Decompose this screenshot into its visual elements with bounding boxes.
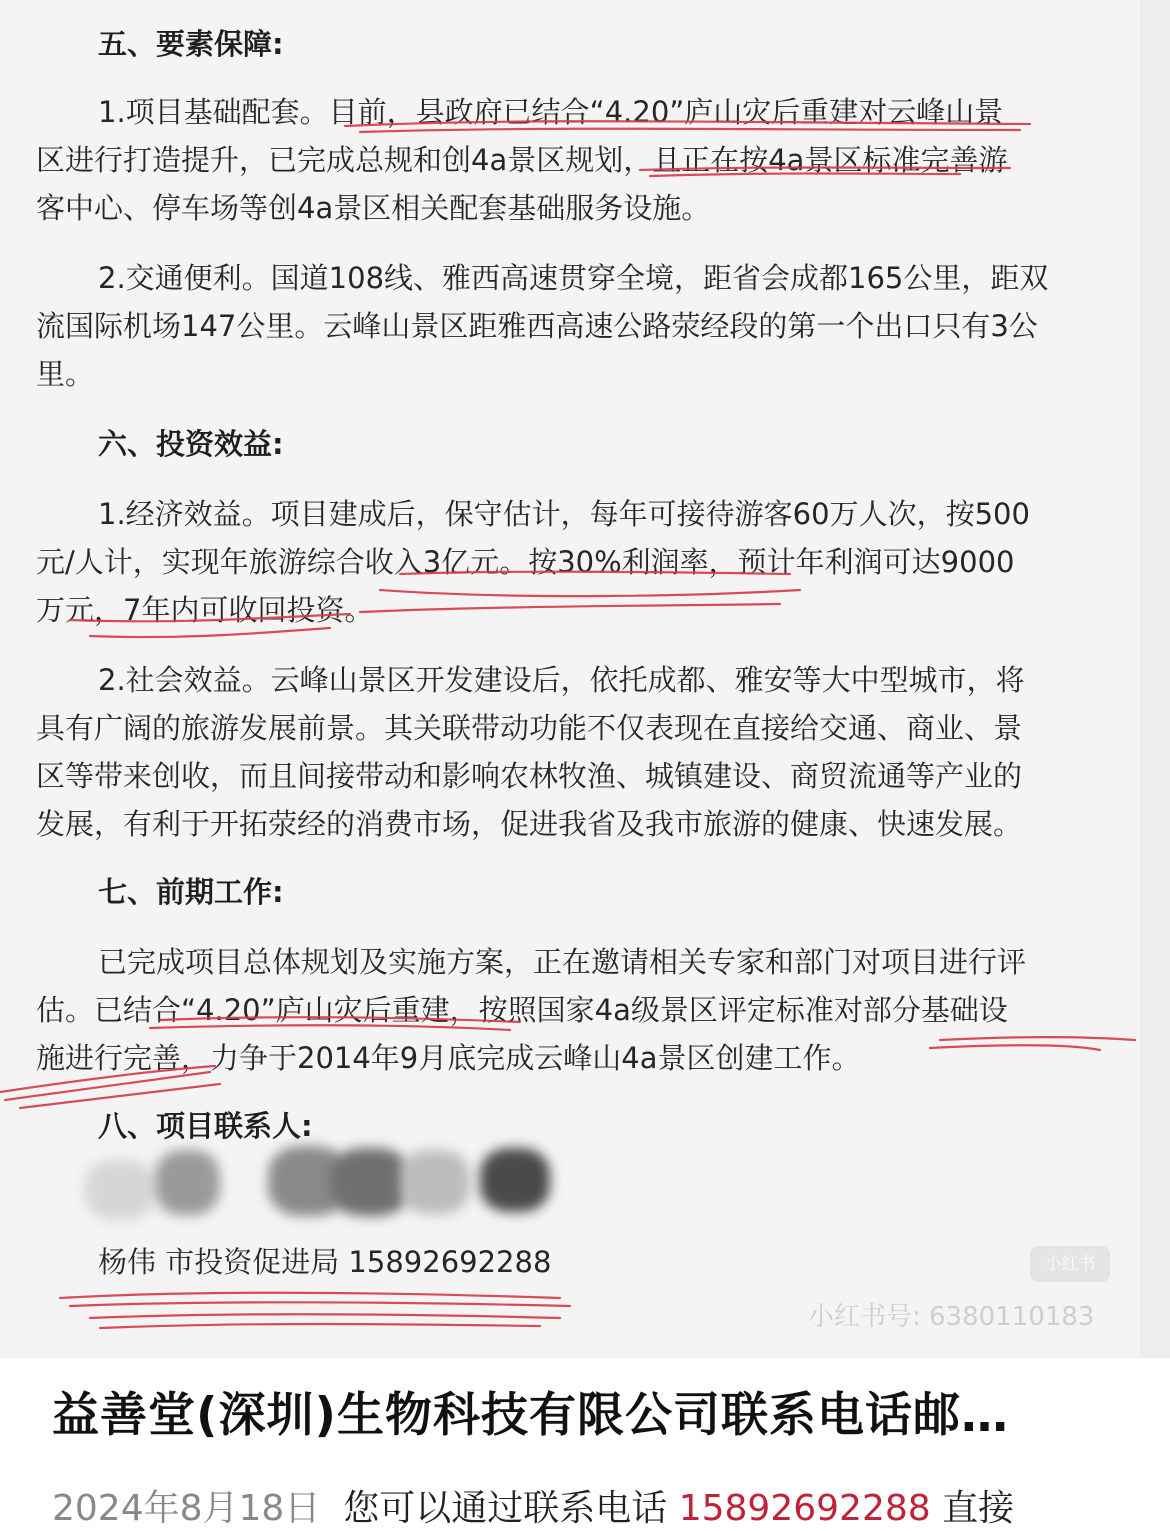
underline-stroke — [360, 604, 780, 612]
doc-line: 已完成项目总体规划及实施方案，正在邀请相关专家和部门对项目进行评 — [98, 945, 1027, 979]
underline-stroke — [60, 1293, 560, 1298]
doc-line: 客中心、停车场等创4a景区相关配套基础服务设施。 — [36, 191, 711, 225]
result-snippet — [52, 1480, 1014, 1531]
doc-line: 1.经济效益。项目建成后，保守估计，每年可接待游客60万人次，按500 — [98, 497, 1030, 531]
doc-line: 发展，有利于开拓荥经的消费市场，促进我省及我市旅游的健康、快速发展。 — [36, 807, 1023, 841]
result-date: 2024年8月18日 — [52, 1488, 321, 1529]
doc-line: 施进行完善，力争于2014年9月底完成云峰山4a景区创建工作。 — [36, 1041, 861, 1075]
doc-line: 万元，7年内可收回投资。 — [36, 593, 374, 627]
doc-line: 区等带来创收，而且间接带动和影响农林牧渔、城镇建设、商贸流通等产业的 — [36, 759, 1023, 793]
doc-line: 具有广阔的旅游发展前景。其关联带动功能不仅表现在直接给交通、商业、景 — [36, 711, 1023, 745]
doc-line: 流国际机场147公里。云峰山景区距雅西高速公路荥经段的第一个出口只有3公 — [36, 309, 1038, 343]
doc-line: 2.社会效益。云峰山景区开发建设后，依托成都、雅安等大中型城市，将 — [98, 663, 1025, 697]
snippet-prefix: 您可以通过联系电话 — [343, 1488, 668, 1529]
doc-line: 1.项目基础配套。目前，县政府已结合“4.20”庐山灾后重建对云峰山景 — [98, 95, 1004, 129]
xiaohongshu-watermark-id: 小红书号: 6380110183 — [808, 1302, 1095, 1332]
xiaohongshu-watermark-badge: 小红书 — [1030, 1246, 1110, 1282]
section-heading-7: 七、前期工作: — [98, 875, 284, 909]
result-title-link[interactable]: 益善堂(深圳)生物科技有限公司联系电话邮… — [52, 1388, 1009, 1443]
underline-stroke — [90, 1314, 560, 1318]
underline-stroke — [940, 1037, 1135, 1040]
contact-line: 杨伟 市投资促进局 15892692288 — [98, 1245, 552, 1279]
section-heading-8: 八、项目联系人: — [98, 1109, 313, 1143]
underline-stroke — [930, 1045, 1100, 1050]
section-heading-5: 五、要素保障: — [98, 27, 284, 61]
snippet-suffix: 直接 — [942, 1488, 1015, 1529]
underline-stroke — [100, 1324, 540, 1328]
doc-line: 估。已结合“4.20”庐山灾后重建，按照国家4a级景区评定标准对部分基础设 — [36, 993, 1008, 1027]
section-heading-6: 六、投资效益: — [98, 427, 284, 461]
doc-line: 里。 — [36, 357, 95, 391]
doc-line: 2.交通便利。国道108线、雅西高速贯穿全境，距省会成都165公里，距双 — [98, 261, 1049, 295]
page-edge-shade — [1140, 0, 1170, 1358]
doc-line: 元/人计，实现年旅游综合收入3亿元。按30%利润率，预计年利润可达9000 — [36, 545, 1015, 579]
underline-stroke — [70, 1302, 570, 1306]
underline-stroke — [380, 590, 800, 596]
phone-number-link[interactable]: 15892692288 — [678, 1488, 931, 1529]
doc-line: 区进行打造提升，已完成总规和创4a景区规划，且正在按4a景区标准完善游 — [36, 143, 1008, 177]
